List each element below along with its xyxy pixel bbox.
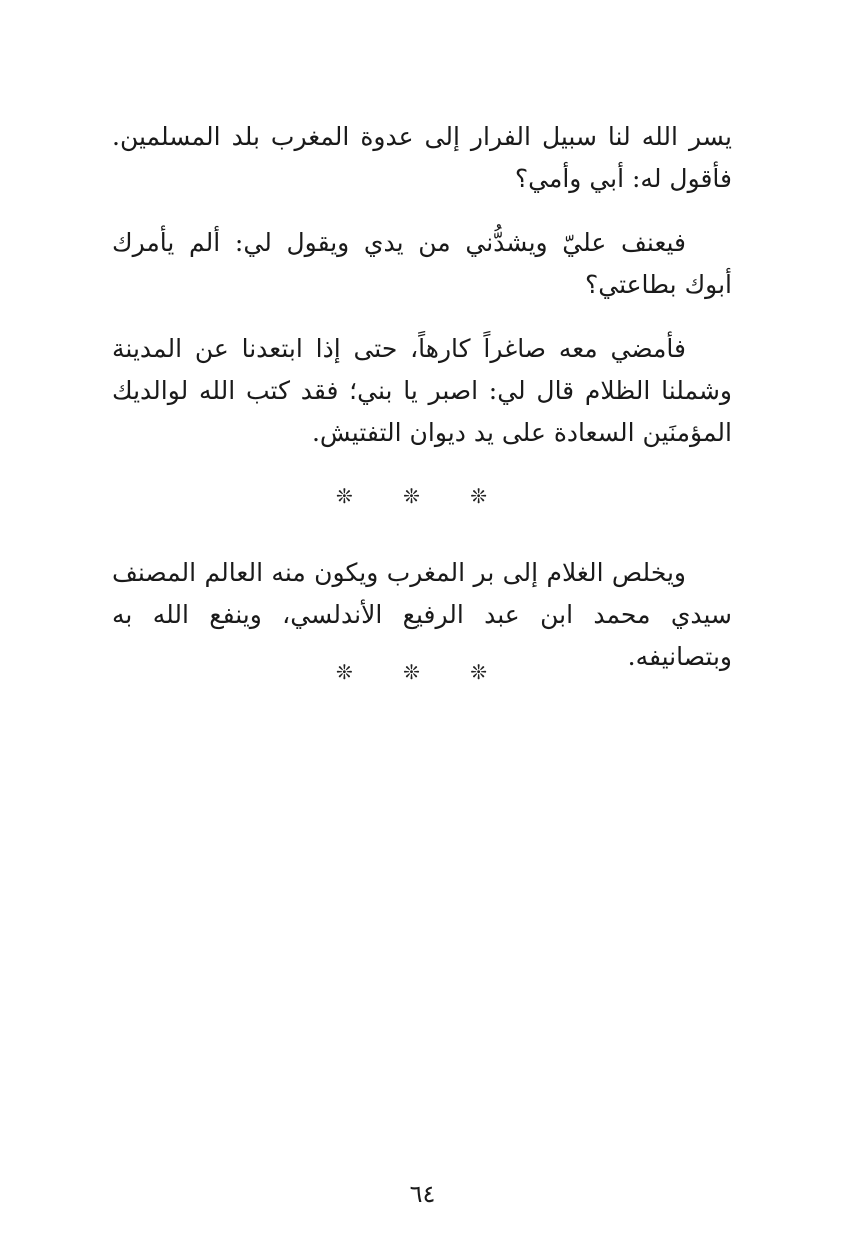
paragraph-1: يسر الله لنا سبيل الفرار إلى عدوة المغرب بلد المسلمين. فأقول له: أبي وأمي؟ — [112, 122, 732, 193]
paragraph-2: فيعنف عليّ ويشدُّني من يدي ويقول لي: ألم يأمرك أبوك بطاعتي؟ — [112, 228, 732, 299]
paragraph-3: فأمضي معه صاغراً كارهاً، حتى إذا ابتعدنا عن المدينة وشملنا الظلام قال لي: اصبر يا بني؛ فقد كتب الله لوالديك المؤمنَين السعادة على يد ديوان التفتيش. — [112, 334, 732, 447]
page-number: ٦٤ — [409, 1180, 436, 1208]
paragraph-4: ويخلص الغلام إلى بر المغرب ويكون منه العالم المصنف سيدي محمد ابن عبد الرفيع الأندلسي، وينفع الله به وبتصانيفه. — [112, 558, 732, 671]
section-separator: ❊ ❊ ❊ — [336, 660, 509, 684]
section-separator: ❊ ❊ ❊ — [336, 484, 509, 508]
